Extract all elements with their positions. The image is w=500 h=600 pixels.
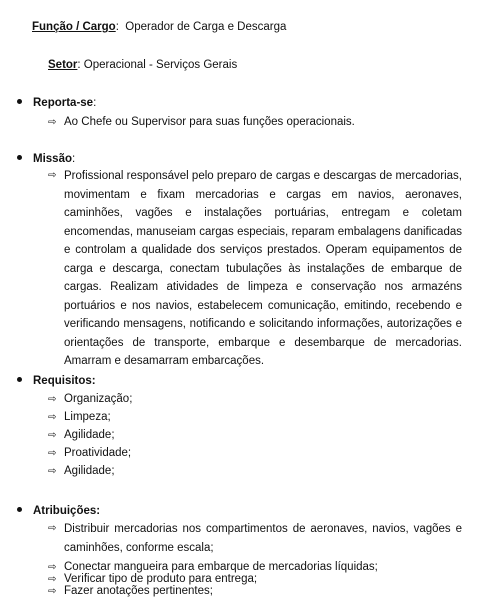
- arrow-icon: ⇨: [48, 394, 57, 405]
- bullet-icon: [17, 155, 22, 160]
- requisitos-title: Requisitos:: [33, 375, 96, 387]
- atribuicoes-title: Atribuições:: [33, 505, 101, 517]
- arrow-icon: ⇨: [48, 562, 57, 573]
- list-item-text: Agilidade;: [64, 465, 115, 477]
- list-item-text: Limpeza;: [64, 411, 111, 423]
- reporta-item: [48, 113, 355, 132]
- setor-value: Operacional - Serviços Gerais: [83, 59, 238, 71]
- funcao-line: [32, 20, 286, 34]
- list-item: [48, 390, 132, 409]
- arrow-icon: ⇨: [48, 430, 57, 441]
- setor-line: [48, 58, 237, 72]
- bullet-icon: [17, 507, 22, 512]
- list-item: [48, 444, 131, 463]
- list-item-text: Verificar tipo de produto para entrega;: [64, 573, 258, 585]
- bullet-icon: [17, 377, 22, 382]
- list-item: [48, 462, 115, 481]
- section-missao: Missão:: [17, 152, 75, 166]
- list-item-text: Conectar mangueira para embarque de mercadorias líquidas;: [64, 561, 378, 573]
- setor-colon: :: [77, 59, 84, 71]
- list-item-text: Proatividade;: [64, 447, 132, 459]
- funcao-colon: :: [115, 21, 126, 33]
- arrow-icon: ⇨: [48, 466, 57, 477]
- list-item-text: Organização;: [64, 393, 133, 405]
- missao-title: Missão: [33, 153, 72, 165]
- arrow-icon: ⇨: [48, 170, 57, 181]
- list-item-text: Fazer anotações pertinentes;: [64, 585, 213, 597]
- list-item: [48, 426, 115, 445]
- list-item: [48, 408, 111, 427]
- arrow-icon: ⇨: [48, 412, 57, 423]
- funcao-value: Operador de Carga e Descarga: [125, 21, 287, 33]
- section-reporta: Reporta-se:: [17, 96, 96, 110]
- list-item-text: Agilidade;: [64, 429, 115, 441]
- section-atribuicoes: [17, 504, 100, 518]
- arrow-icon: ⇨: [48, 523, 57, 534]
- arrow-icon: ⇨: [48, 574, 57, 585]
- list-item: [48, 585, 213, 598]
- missao-text: Profissional responsável pelo preparo de cargas e descargas de mercadorias, movimentam e fixam mercadorias e cargas em navios, aeronaves, caminhões, vagões e instalações portuárias, entregam e coletam encomendas, manuseiam cargas especiais, reparam embalagens danificadas e controlam a qualidade dos serviços prestados. Operam equipamentos de carga e descarga, conectam tubulações às instalações de embarque de cargas. Realizam atividades de limpeza e conservação nos armazéns portuários e nos navios, estabelecem comunicação, emitindo, recebendo e verificando mensagens, notificando e solicitando informações, autorizações e orientações de transporte, embarque e desembarque de mercadorias. Amarram e desamarram embarcações.: [64, 170, 462, 367]
- atribuicoes-first-item: Distribuir mercadorias nos compartimentos de aeronaves, navios, vagões e caminhões, conforme escala;: [64, 523, 462, 554]
- arrow-icon: ⇨: [48, 117, 57, 128]
- reporta-title: Reporta-se: [33, 97, 94, 109]
- arrow-icon: ⇨: [48, 448, 57, 459]
- section-requisitos: [17, 374, 96, 388]
- bullet-icon: [17, 99, 22, 104]
- reporta-item-text: Ao Chefe ou Supervisor para suas funções operacionais.: [64, 116, 355, 128]
- arrow-icon: ⇨: [48, 586, 57, 597]
- setor-label: Setor: [48, 59, 78, 71]
- funcao-label: Função / Cargo: [32, 21, 116, 33]
